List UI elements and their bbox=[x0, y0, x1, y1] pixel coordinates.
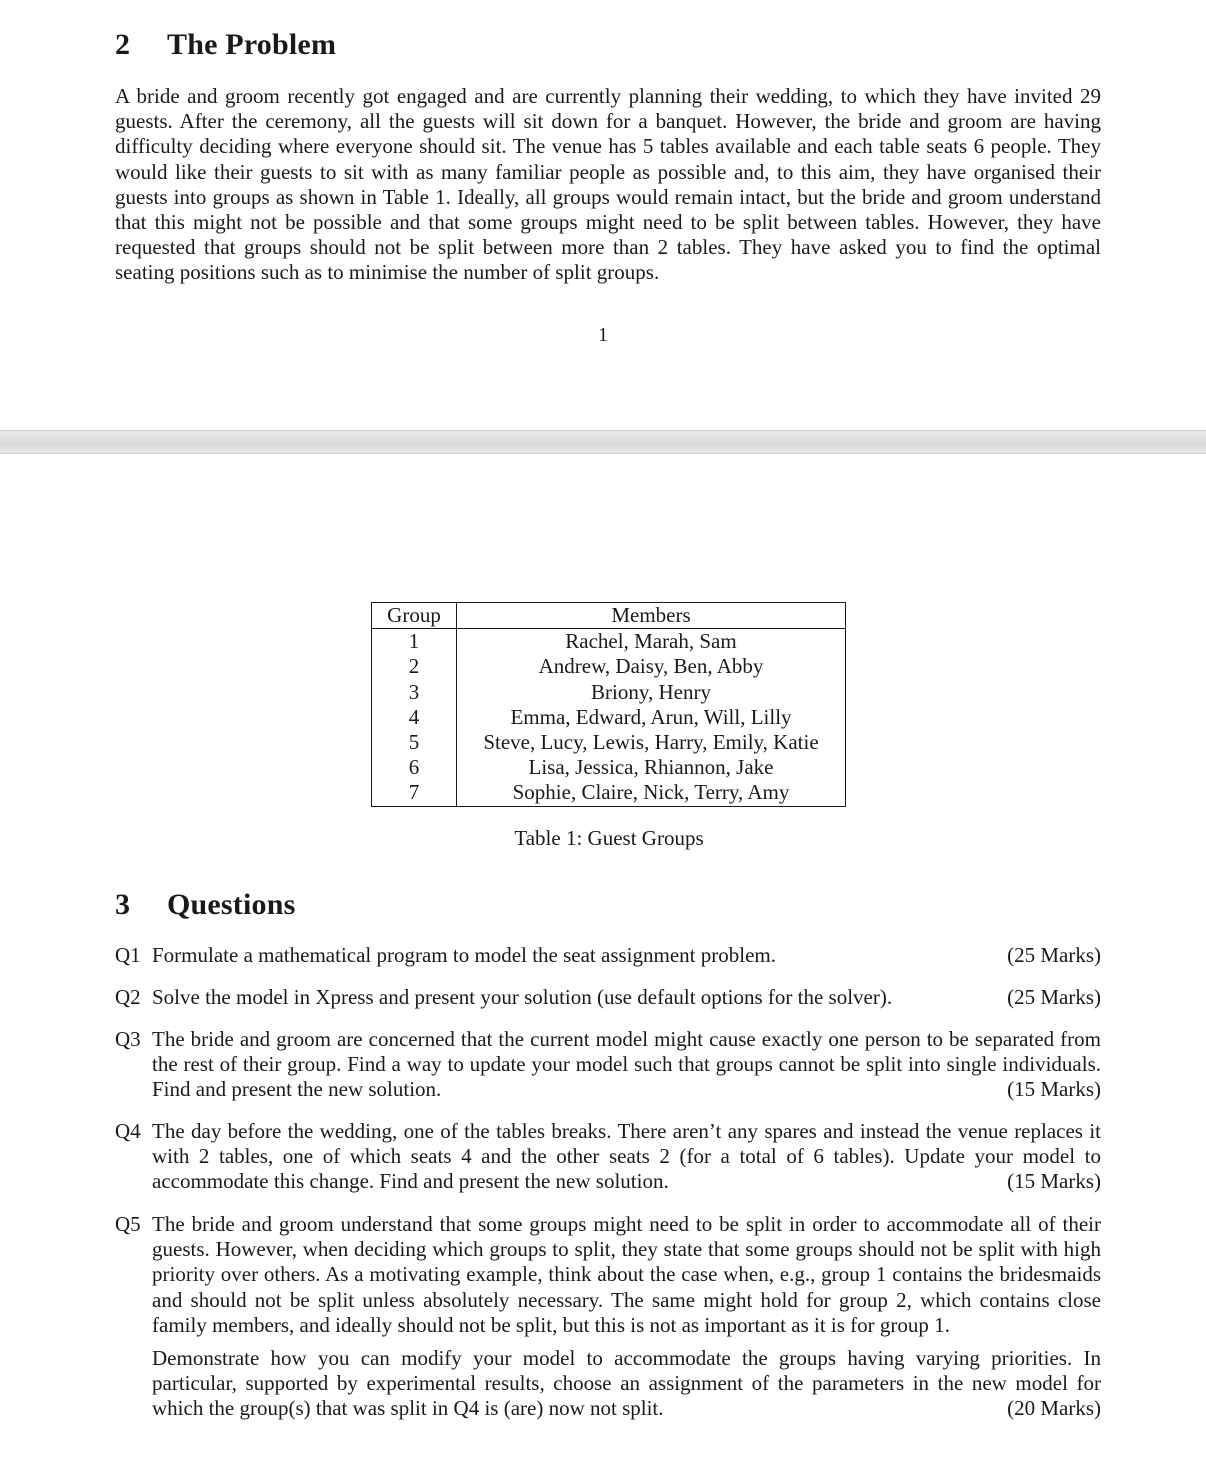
question-label: Q3 bbox=[115, 1027, 141, 1051]
table-row bbox=[372, 705, 846, 730]
question-label: Q1 bbox=[115, 943, 141, 967]
question-marks: (20 Marks) bbox=[1007, 1396, 1101, 1421]
group-members: Emma, Edward, Arun, Will, Lilly bbox=[510, 704, 792, 729]
table-row bbox=[372, 654, 846, 679]
table-row bbox=[372, 780, 846, 806]
question-body bbox=[152, 985, 1101, 1010]
question-body bbox=[152, 1027, 1101, 1103]
question-text: The day before the wedding, one of the tables breaks. There aren’t any spares and instead the venue replaces it with 2 tables, one of which seats 4 and the other seats 2 (for a total of 6 tables). Update your model to accommodate this change. Find and present the new solution. bbox=[152, 1119, 1101, 1194]
question-label: Q4 bbox=[115, 1119, 141, 1143]
group-members: Sophie, Claire, Nick, Terry, Amy bbox=[512, 780, 790, 805]
group-number: 7 bbox=[372, 780, 457, 806]
section-3-title: Questions bbox=[167, 888, 296, 921]
question-text-continued bbox=[152, 1346, 1101, 1422]
group-number: 5 bbox=[372, 730, 457, 755]
question-body bbox=[152, 1119, 1101, 1195]
group-members: Steve, Lucy, Lewis, Harry, Emily, Katie bbox=[483, 730, 819, 755]
group-number: 3 bbox=[372, 680, 457, 705]
question-marks: (25 Marks) bbox=[1007, 985, 1101, 1009]
page-separator bbox=[0, 430, 1206, 454]
table-row bbox=[372, 730, 846, 755]
question-4 bbox=[115, 1119, 1101, 1195]
question-text: Formulate a mathematical program to model the seat assignment problem. bbox=[152, 943, 776, 967]
question-text-2: Demonstrate how you can modify your model to accommodate the groups having varying priorities. In particular, supported by experimental results, choose an assignment of the parameters in the new model for which the group(s) that was split in Q4 is (are) now not split. bbox=[152, 1346, 1101, 1421]
section-2-title: The Problem bbox=[167, 28, 337, 61]
group-number: 4 bbox=[372, 705, 457, 730]
question-marks: (15 Marks) bbox=[1007, 1077, 1101, 1102]
question-text: The bride and groom understand that some groups might need to be split in order to accommodate all of their guests. However, when deciding which groups to split, they state that some groups should not be split with high priority over others. As a motivating example, think about the case when, e.g., group 1 contains the bridesmaids and should not be split unless absolutely necessary. The same might hold for group 2, which contains close family members, and ideally should not be split, but this is not as important as it is for group 1. bbox=[152, 1212, 1101, 1337]
question-text: Solve the model in Xpress and present your solution (use default options for the solver). bbox=[152, 985, 893, 1009]
question-5 bbox=[115, 1212, 1101, 1422]
header-group: Group bbox=[372, 603, 457, 629]
table-row bbox=[372, 629, 846, 655]
guest-groups-table bbox=[371, 602, 846, 807]
group-members: Briony, Henry bbox=[591, 679, 711, 704]
page-number: 1 bbox=[598, 324, 608, 346]
group-number: 1 bbox=[372, 629, 457, 655]
section-3-heading bbox=[115, 888, 296, 922]
table-header-row bbox=[372, 603, 846, 629]
table-caption: Table 1: Guest Groups bbox=[514, 826, 704, 850]
header-members: Members bbox=[457, 603, 846, 629]
question-3 bbox=[115, 1027, 1101, 1103]
question-label: Q5 bbox=[115, 1212, 141, 1236]
group-number: 6 bbox=[372, 755, 457, 780]
section-2-number: 2 bbox=[115, 28, 131, 61]
table-row bbox=[372, 755, 846, 780]
question-marks: (25 Marks) bbox=[1007, 943, 1101, 967]
section-3-number: 3 bbox=[115, 888, 131, 921]
question-body bbox=[152, 943, 1101, 968]
question-marks: (15 Marks) bbox=[1007, 1169, 1101, 1194]
table-row bbox=[372, 680, 846, 705]
problem-paragraph: A bride and groom recently got engaged and are currently planning their wedding, to which they have invited 29 guests. After the ceremony, all the guests will sit down for a banquet. However, the bride and groom are having difficulty deciding where everyone should sit. The venue has 5 tables available and each table seats 6 people. They would like their guests to sit with as many familiar people as possible and, to this aim, they have organised their guests into groups as shown in Table 1. Ideally, all groups would remain intact, but the bride and groom understand that this might not be possible and that some groups might need to be split between tables. However, they have requested that groups should not be split between more than 2 tables. They have asked you to find the optimal seating positions such as to minimise the number of split groups. bbox=[115, 84, 1101, 285]
section-2-heading bbox=[115, 28, 336, 62]
group-members: Rachel, Marah, Sam bbox=[565, 629, 737, 654]
question-label: Q2 bbox=[115, 985, 141, 1009]
question-text: The bride and groom are concerned that the current model might cause exactly one person to be separated from the rest of their group. Find a way to update your model such that groups cannot be split into single individuals. Find and present the new solution. bbox=[152, 1027, 1101, 1102]
question-1 bbox=[115, 943, 1101, 968]
group-members: Lisa, Jessica, Rhiannon, Jake bbox=[528, 755, 774, 780]
group-members: Andrew, Daisy, Ben, Abby bbox=[538, 654, 764, 679]
question-2 bbox=[115, 985, 1101, 1010]
question-body bbox=[152, 1212, 1101, 1422]
group-number: 2 bbox=[372, 654, 457, 679]
